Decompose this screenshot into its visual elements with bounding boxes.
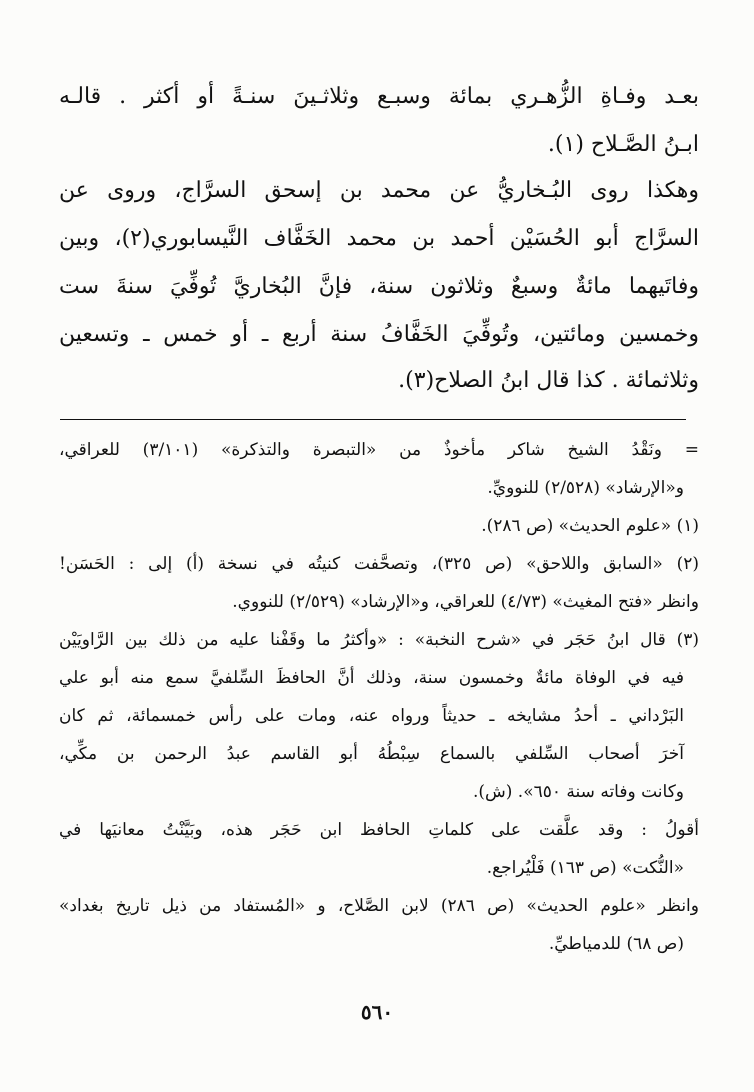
footnote-line: آخرَ أصحاب السِّلفي بالسماع سِبْطُهُ أبو القاسم عبدُ الرحمن بن مكِّي، [59, 744, 684, 764]
main-text-line: وفاتَيهما مائةٌ وسبعٌ وثلاثون سنة، فإنَّ البُخاريَّ تُوفِّيَ سنةَ ست [59, 274, 699, 299]
footnote-line: البَرْداني ـ أحدُ مشايخه ـ حديثاً ورواه عنه، ومات على رأس خمسمائة، ثم كان [59, 706, 684, 726]
footnote-line: أقولُ : وقد علَّقت على كلماتِ الحافظ ابن حَجَر هذه، وبَيَّنْتُ معانيَها في [59, 820, 699, 840]
main-text-line: وهكذا روى البُـخاريُّ عن محمد بن إسحق السرَّاج، وروى عن [59, 178, 699, 203]
footnote-line: (١) «علوم الحديث» (ص ٢٨٦). [481, 516, 699, 536]
main-text-line: السرَّاج أبو الحُسَيْن أحمد بن محمد الخَفَّاف النَّيسابوري(٢)، وبين [59, 226, 699, 251]
footnote-line: وانظر «علوم الحديث» (ص ٢٨٦) لابن الصَّلاح، و «المُستفاد من ذيل تاريخ بغداد» [59, 896, 699, 916]
footnote-line: (٣) قال ابنُ حَجَر في «شرح النخبة» : «وأكثرُ ما وقَفْنا عليه من ذلك بين الرَّاويَيْن [59, 630, 699, 650]
footnote-line: وانظر «فتح المغيث» (٤/٧٣) للعراقي، و«الإرشاد» (٢/٥٢٩) للنووي. [232, 592, 699, 612]
footnote-line: فيه في الوفاة مائةٌ وخمسون سنة، وذلك أنَّ الحافظَ السِّلفيَّ سمع منه أبو علي [59, 668, 684, 688]
footnote-line: (ص ٦٨) للدمياطيِّ. [548, 934, 684, 954]
main-text-line: وخمسين ومائتين، وتُوفِّيَ الخَفَّافُ سنة أربع ـ أو خمس ـ وتسعين [59, 322, 699, 347]
footnote-line: «النُّكت» (ص ١٦٣) فَلْيُراجع. [486, 858, 684, 878]
page-number: ٥٦٠ [360, 1000, 394, 1024]
main-text-line: بعـد وفـاةِ الزُّهـري بمائة وسبـع وثلاثـينَ سنـةً أو أكثر . قالـه [59, 84, 699, 109]
footnote-line: (٢) «السابق واللاحق» (ص ٣٢٥)، وتصحَّفت كنيتُه في نسخة (أ) إلى : الحَسَن! [59, 554, 699, 574]
main-text-line: ابـنُ الصَّـلاح (١). [547, 132, 699, 157]
footnote-line: و«الإرشاد» (٢/٥٢٨) للنوويِّ. [487, 478, 684, 498]
footnote-line: وكانت وفاته سنة ٦٥٠». (ش). [472, 782, 684, 802]
footnote-separator [60, 419, 686, 420]
main-text-line: وثلاثمائة . كذا قال ابنُ الصلاح(٣). [398, 368, 699, 393]
footnote-line: = ونَقْدُ الشيخ شاكر مأخوذٌ من «التبصرة والتذكرة» (٣/١٠١) للعراقي، [59, 440, 699, 460]
